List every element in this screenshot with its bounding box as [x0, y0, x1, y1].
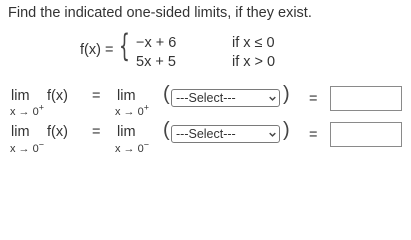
chevron-down-icon: [269, 95, 276, 102]
row2-lim-approach: x → 0−: [10, 139, 44, 155]
case-1-condition: if x ≤ 0: [232, 35, 275, 51]
row1-close-paren: ): [283, 83, 290, 105]
row1-answer-equals: =: [309, 91, 318, 107]
row2-rhs-approach: x → 0−: [115, 139, 149, 155]
row1-equals-sign: =: [92, 88, 101, 104]
row2-open-paren: (: [163, 119, 170, 141]
row2-lim-label: lim: [11, 124, 30, 140]
row1-rhs-lim-label: lim: [117, 88, 136, 104]
row1-open-paren: (: [163, 83, 170, 105]
row2-answer-equals: =: [309, 127, 318, 143]
function-name: f(x) =: [80, 42, 114, 58]
row2-answer-input[interactable]: [330, 122, 402, 147]
case-2-condition: if x > 0: [232, 54, 276, 70]
row2-select-value: ---Select---: [176, 127, 236, 141]
row2-function-select[interactable]: [171, 125, 280, 143]
row2-close-paren: ): [283, 119, 290, 141]
row1-lim-approach: x → 0+: [10, 102, 44, 118]
case-2-expression: 5x + 5: [136, 54, 176, 70]
row1-lim-label: lim: [11, 88, 30, 104]
row1-function: f(x): [47, 88, 68, 104]
instruction-text: Find the indicated one-sided limits, if they exist.: [8, 5, 312, 21]
row1-answer-input[interactable]: [330, 86, 402, 111]
row1-select-value: ---Select---: [176, 91, 236, 105]
row2-function: f(x): [47, 124, 68, 140]
chevron-down-icon: [269, 131, 276, 138]
row2-rhs-lim-label: lim: [117, 124, 136, 140]
case-1-expression: −x + 6: [136, 35, 177, 51]
row1-function-select[interactable]: [171, 89, 280, 107]
row1-rhs-approach: x → 0+: [115, 102, 149, 118]
row2-equals-sign: =: [92, 124, 101, 140]
piecewise-brace: {: [119, 28, 130, 64]
